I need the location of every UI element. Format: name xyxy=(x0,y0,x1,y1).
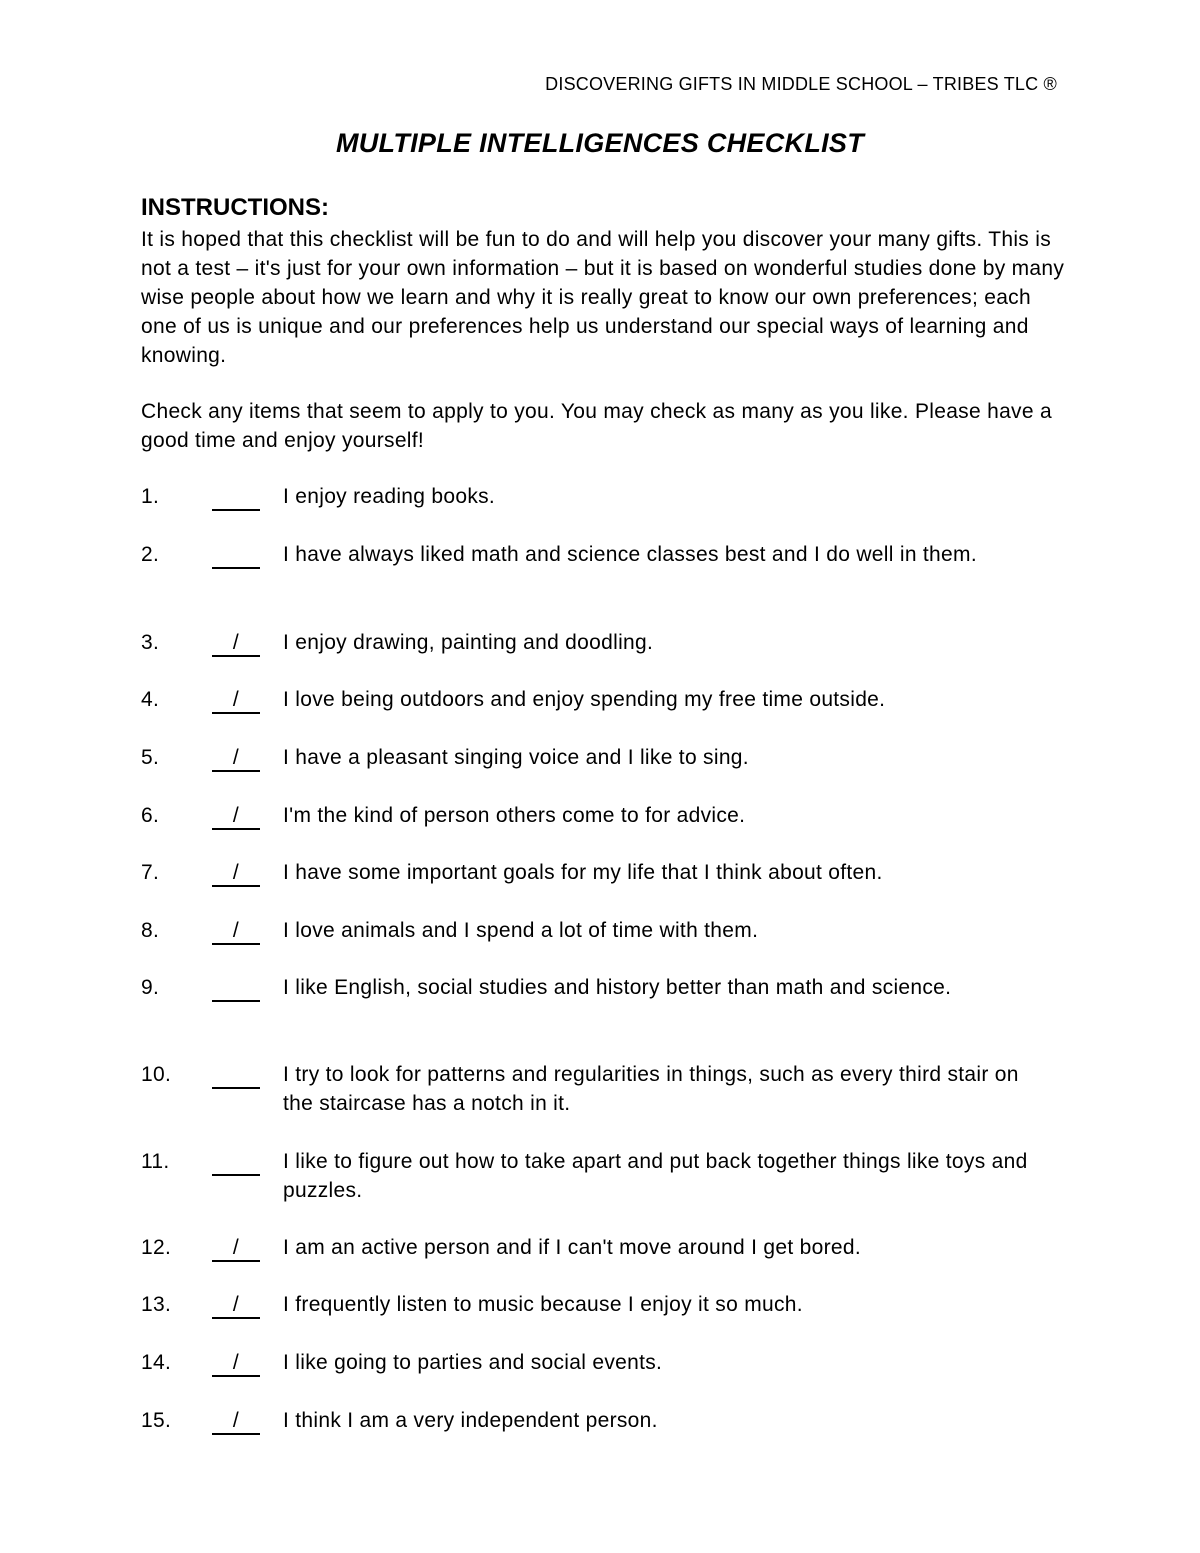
item-number: 15. xyxy=(141,1409,172,1432)
item-text: I like to figure out how to take apart and put back together things like toys and puzzles. xyxy=(283,1150,1028,1202)
item-check-blank[interactable]: / xyxy=(212,858,260,887)
item-text: I have some important goals for my life that I think about often. xyxy=(283,861,883,884)
item-check-blank[interactable]: / xyxy=(212,743,260,772)
item-text: I am an active person and if I can't move around I get bored. xyxy=(283,1236,861,1259)
item-number: 9. xyxy=(141,976,160,999)
item-number: 2. xyxy=(141,543,160,566)
item-number: 10. xyxy=(141,1063,172,1086)
item-text: I enjoy reading books. xyxy=(283,485,496,508)
item-check-blank[interactable]: / xyxy=(212,1348,260,1377)
running-head: DISCOVERING GIFTS IN MIDDLE SCHOOL – TRIBES TLC ® xyxy=(545,74,1057,94)
item-text: I love animals and I spend a lot of time with them. xyxy=(283,919,759,942)
item-text: I try to look for patterns and regularities in things, such as every third stair on the staircase has a notch in it. xyxy=(283,1063,1019,1115)
instructions-heading: INSTRUCTIONS: xyxy=(141,194,329,221)
item-check-blank[interactable] xyxy=(212,482,260,511)
item-check-blank[interactable] xyxy=(212,1060,260,1089)
item-number: 12. xyxy=(141,1236,172,1259)
item-text: I frequently listen to music because I enjoy it so much. xyxy=(283,1293,803,1316)
item-text: I love being outdoors and enjoy spending my free time outside. xyxy=(283,688,886,711)
item-number: 5. xyxy=(141,746,160,769)
item-check-blank[interactable]: / xyxy=(212,916,260,945)
item-number: 14. xyxy=(141,1351,172,1374)
item-check-blank[interactable] xyxy=(212,1147,260,1176)
item-check-blank[interactable]: / xyxy=(212,1233,260,1262)
item-check-blank[interactable]: / xyxy=(212,801,260,830)
item-text: I like English, social studies and history better than math and science. xyxy=(283,976,952,999)
item-check-blank[interactable]: / xyxy=(212,628,260,657)
item-number: 8. xyxy=(141,919,160,942)
item-check-blank[interactable] xyxy=(212,540,260,569)
item-check-blank[interactable] xyxy=(212,973,260,1002)
item-text: I have always liked math and science classes best and I do well in them. xyxy=(283,543,977,566)
item-text: I think I am a very independent person. xyxy=(283,1409,658,1432)
item-text: I'm the kind of person others come to for advice. xyxy=(283,804,746,827)
item-number: 13. xyxy=(141,1293,172,1316)
page-title: MULTIPLE INTELLIGENCES CHECKLIST xyxy=(335,128,865,158)
instructions-paragraph: It is hoped that this checklist will be fun to do and will help you discover your many gifts. This is not a test – it's just for your own information – but it is based on wonderful studies done by many wise people about how we learn and why it is really great to know our own preferences; each one of us is unique and our preferences help us understand our special ways of learning and knowing. xyxy=(141,228,1065,367)
check-instructions-paragraph: Check any items that seem to apply to you. You may check as many as you like. Please have a good time and enjoy yourself! xyxy=(141,400,1052,452)
item-number: 11. xyxy=(141,1150,170,1173)
item-text: I like going to parties and social events. xyxy=(283,1351,663,1374)
item-check-blank[interactable]: / xyxy=(212,1406,260,1435)
item-number: 4. xyxy=(141,688,160,711)
item-check-blank[interactable]: / xyxy=(212,1290,260,1319)
item-number: 6. xyxy=(141,804,160,827)
item-check-blank[interactable]: / xyxy=(212,685,260,714)
item-number: 7. xyxy=(141,861,160,884)
item-number: 3. xyxy=(141,631,160,654)
item-text: I have a pleasant singing voice and I like to sing. xyxy=(283,746,749,769)
item-number: 1. xyxy=(141,485,160,508)
item-text: I enjoy drawing, painting and doodling. xyxy=(283,631,654,654)
